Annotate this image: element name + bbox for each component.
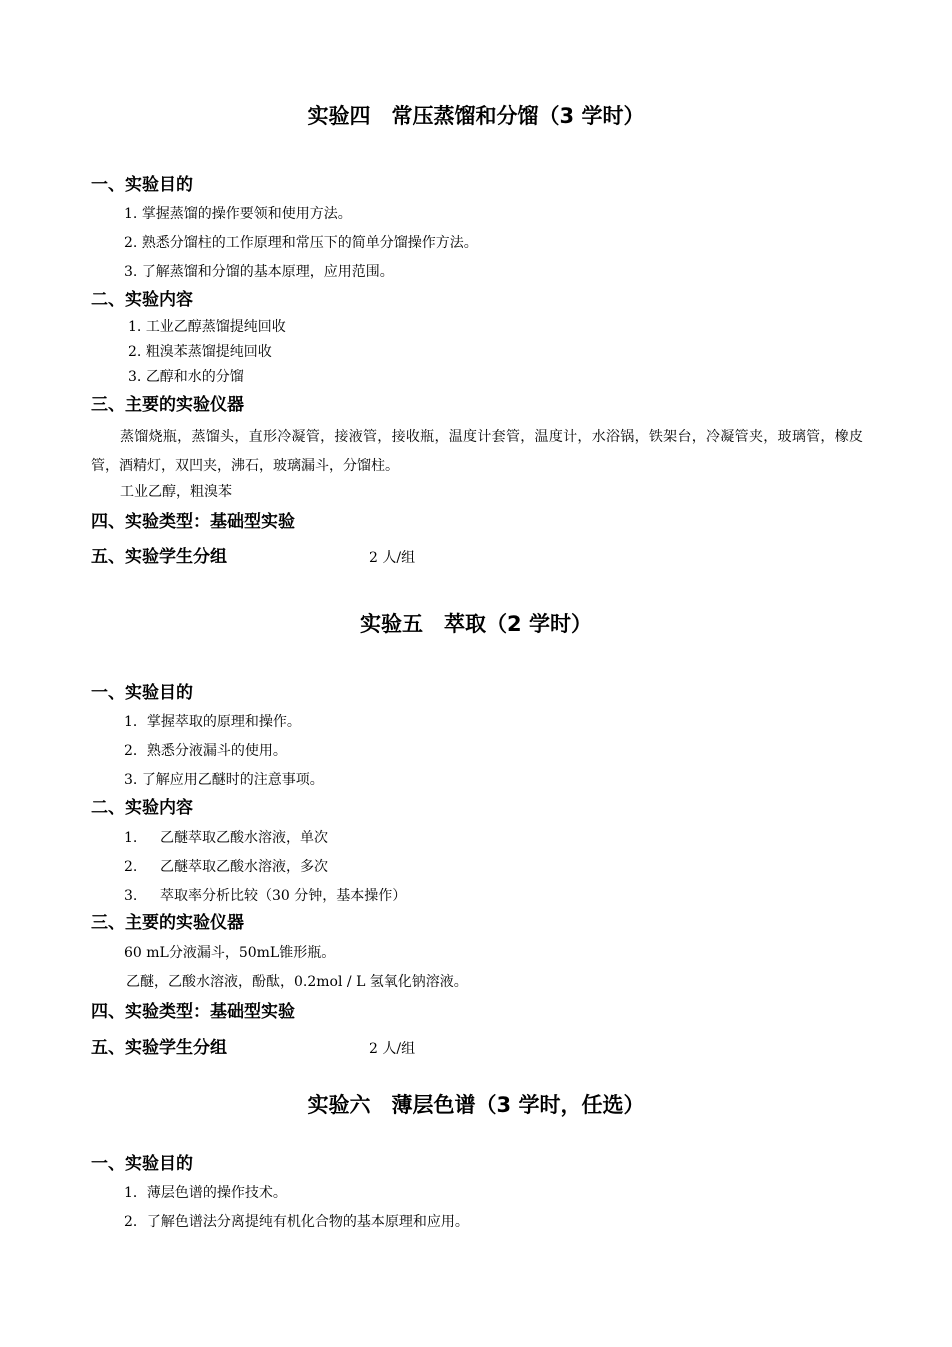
item-text: 乙醚萃取乙酸水溶液，多次 [160,859,328,875]
item-text: 乙醚萃取乙酸水溶液，单次 [160,830,328,846]
item-number: 3. [124,888,138,904]
experiment-title: 实验四 常压蒸馏和分馏（3 学时） [307,104,645,128]
section-heading: 三、主要的实验仪器 [91,913,244,933]
group-heading: 五、实验学生分组 [91,547,227,567]
group-heading: 五、实验学生分组 [91,1038,227,1058]
item-text: 掌握萃取的原理和操作。 [146,714,301,730]
list-item [124,769,324,791]
list-item [124,856,328,878]
list-item [124,885,406,907]
item-number: 2． [124,743,147,759]
item-text: 了解应用乙醚时的注意事项。 [141,772,324,788]
item-number: 3. [124,264,138,280]
list-item [128,366,244,388]
list-item [128,316,286,338]
section-heading: 一、实验目的 [91,683,193,703]
item-text: 乙醇和水的分馏 [145,369,244,385]
group-size: 2 人/组 [369,1041,416,1057]
item-number: 1. [124,830,138,846]
item-text: 萃取率分析比较（30 分钟，基本操作） [160,888,407,904]
item-text: 熟悉分馏柱的工作原理和常压下的简单分馏操作方法。 [141,235,478,251]
list-item [124,711,301,733]
list-item [124,1182,287,1204]
item-number: 1. [128,319,142,335]
reagent-list: 乙醚，乙酸水溶液，酚酞，0.2mol / L 氢氧化钠溶液。 [126,974,468,990]
experiment-title: 实验六 薄层色谱（3 学时，任选） [307,1093,645,1117]
item-text: 了解色谱法分离提纯有机化合物的基本原理和应用。 [146,1214,469,1230]
item-number: 2. [124,235,138,251]
list-item [124,740,287,762]
item-number: 1. [124,206,138,222]
reagent-list: 工业乙醇，粗溴苯 [120,484,232,500]
item-text: 工业乙醇蒸馏提纯回收 [145,319,286,335]
experiment-type: 四、实验类型：基础型实验 [91,512,295,532]
item-number: 2． [124,1214,147,1230]
item-number: 2. [128,344,142,360]
item-text: 了解蒸馏和分馏的基本原理，应用范围。 [141,264,394,280]
instrument-list: 蒸馏烧瓶，蒸馏头，直形冷凝管，接液管，接收瓶，温度计套管，温度计，水浴锅，铁架台，冷凝管夹，玻璃管，橡皮管，酒精灯，双凹夹，沸石，玻璃漏斗，分馏柱。 [91,429,863,474]
item-text: 薄层色谱的操作技术。 [146,1185,287,1201]
experiment-title: 实验五 萃取（2 学时） [360,612,592,636]
experiment-type: 四、实验类型：基础型实验 [91,1002,295,1022]
item-number: 2. [124,859,138,875]
section-heading: 二、实验内容 [91,798,193,818]
section-heading: 一、实验目的 [91,175,193,195]
item-number: 1． [124,714,147,730]
item-number: 1． [124,1185,147,1201]
item-text: 掌握蒸馏的操作要领和使用方法。 [141,206,352,222]
section-heading: 二、实验内容 [91,290,193,310]
list-item [124,827,328,849]
section-heading: 一、实验目的 [91,1154,193,1174]
item-text: 粗溴苯蒸馏提纯回收 [145,344,272,360]
item-text: 熟悉分液漏斗的使用。 [146,743,287,759]
section-heading: 三、主要的实验仪器 [91,395,244,415]
instrument-list: 60 mL分液漏斗，50mL锥形瓶。 [124,945,336,961]
list-item [124,232,478,254]
list-item [124,1211,469,1233]
list-item [124,261,394,283]
item-number: 3. [124,772,138,788]
item-number: 3. [128,369,142,385]
group-size: 2 人/组 [369,550,416,566]
list-item [128,341,272,363]
list-item [124,203,352,225]
